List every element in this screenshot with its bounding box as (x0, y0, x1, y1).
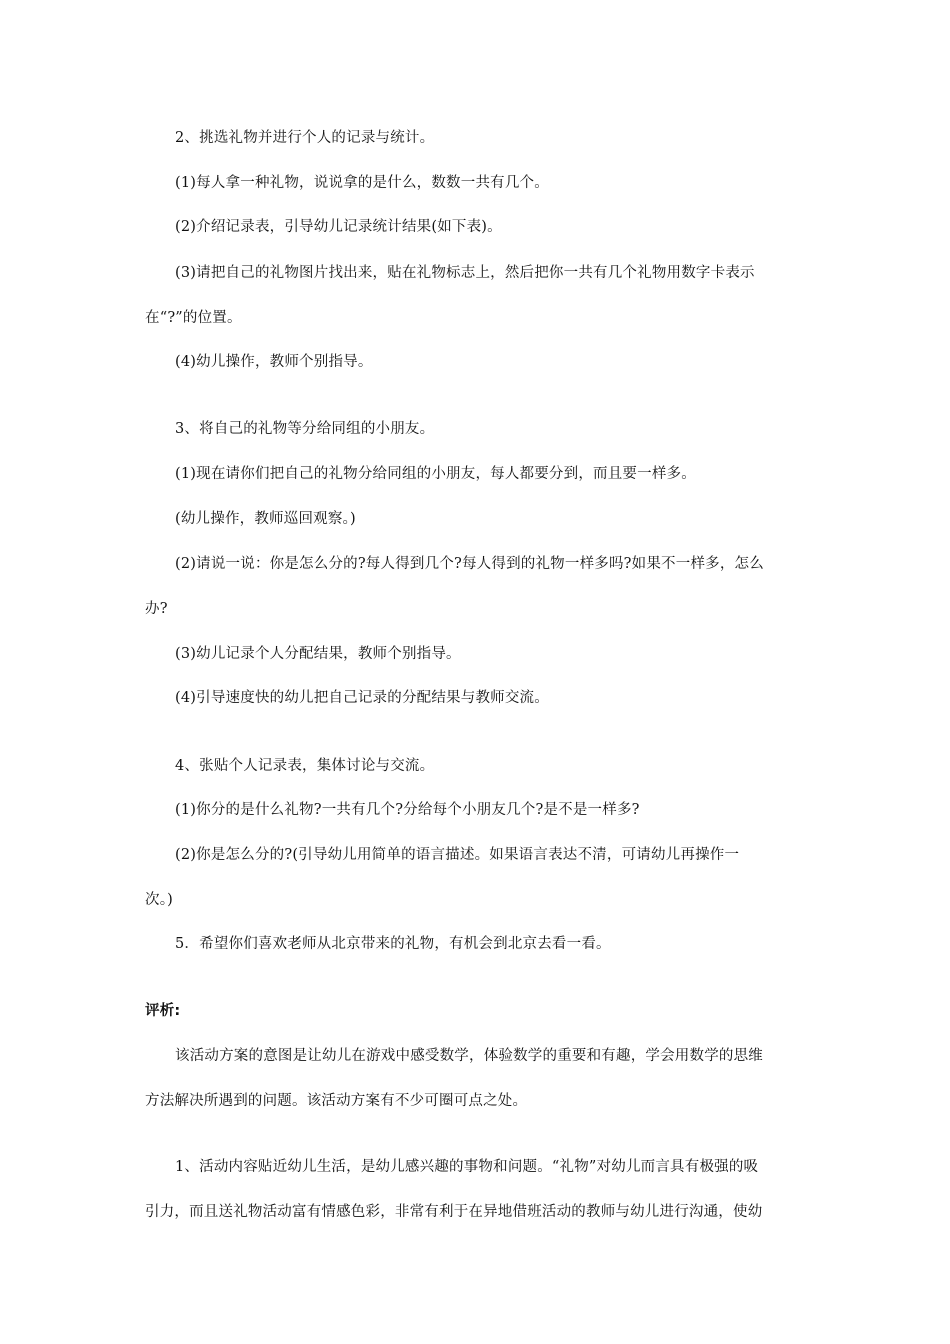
section-2-heading: 2、挑选礼物并进行个人的记录与统计。 (175, 130, 435, 146)
section-2-item-1: (1)每人拿一种礼物，说说拿的是什么，数数一共有几个。 (175, 175, 549, 191)
section-3-item-4: (4)引导速度快的幼儿把自己记录的分配结果与教师交流。 (175, 690, 549, 706)
section-5-heading: 5．希望你们喜欢老师从北京带来的礼物，有机会到北京去看一看。 (175, 936, 611, 952)
section-2-item-2: (2)介绍记录表，引导幼儿记录统计结果(如下表)。 (175, 219, 502, 235)
section-4-item-2: (2)你是怎么分的?(引导幼儿用简单的语言描述。如果语言表达不清，可请幼儿再操作一 (175, 847, 740, 863)
section-4-item-2-cont: 次。) (145, 892, 174, 908)
section-2-item-4: (4)幼儿操作，教师个别指导。 (175, 354, 373, 370)
analysis-title: 评析: (145, 1003, 181, 1019)
section-3-item-2: (2)请说一说：你是怎么分的?每人得到几个?每人得到的礼物一样多吗?如果不一样多，怎么 (175, 556, 764, 572)
section-2-item-3: (3)请把自己的礼物图片找出来，贴在礼物标志上，然后把你一共有几个礼物用数字卡表示 (175, 265, 755, 281)
analysis-point-1-line-1: 1、活动内容贴近幼儿生活，是幼儿感兴趣的事物和问题。“礼物”对幼儿而言具有极强的吸 (175, 1159, 759, 1175)
analysis-intro-line-1: 该活动方案的意图是让幼儿在游戏中感受数学，体验数学的重要和有趣，学会用数学的思维 (175, 1048, 763, 1064)
section-3-item-1: (1)现在请你们把自己的礼物分给同组的小朋友，每人都要分到，而且要一样多。 (175, 466, 696, 482)
analysis-intro-line-2: 方法解决所遇到的问题。该活动方案有不少可圈可点之处。 (145, 1093, 528, 1109)
section-4-item-1: (1)你分的是什么礼物?一共有几个?分给每个小朋友几个?是不是一样多? (175, 802, 640, 818)
section-4-heading: 4、张贴个人记录表，集体讨论与交流。 (175, 758, 435, 774)
analysis-point-1-line-2: 引力，而且送礼物活动富有情感色彩，非常有利于在异地借班活动的教师与幼儿进行沟通，使幼 (145, 1204, 763, 1220)
section-3-heading: 3、将自己的礼物等分给同组的小朋友。 (175, 421, 435, 437)
section-3-item-2-cont: 办? (145, 601, 168, 617)
section-3-item-3: (3)幼儿记录个人分配结果，教师个别指导。 (175, 646, 461, 662)
section-3-note: (幼儿操作，教师巡回观察。) (175, 511, 356, 527)
section-2-item-3-cont: 在“?”的位置。 (145, 310, 242, 326)
